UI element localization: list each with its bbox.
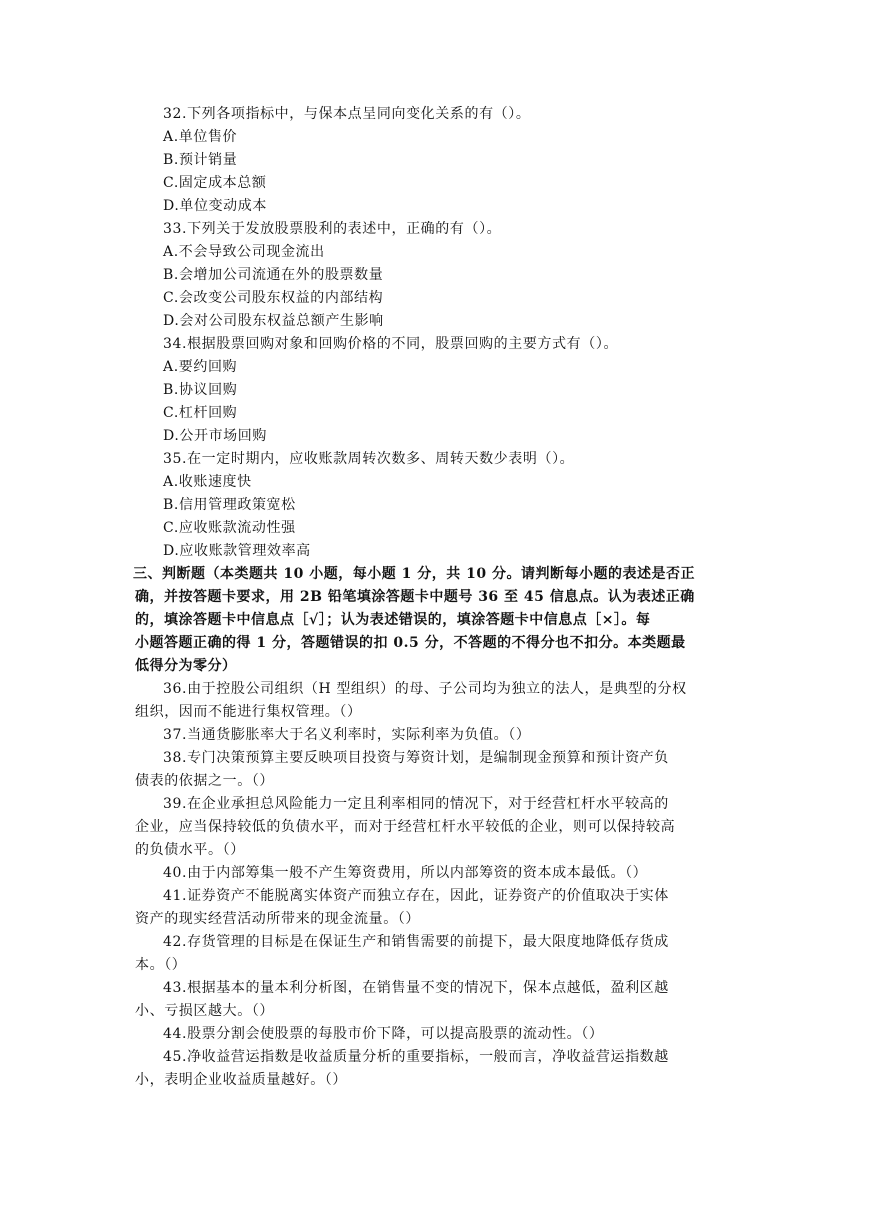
section-heading-line: 三、判断题（本类题共 10 小题，每小题 1 分，共 10 分。请判断每小题的表述是否正 xyxy=(133,566,695,582)
question-continuation: 的负债水平。（） xyxy=(135,842,245,858)
answer-option: C.杠杆回购 xyxy=(163,405,238,421)
question-continuation: 本。（） xyxy=(135,957,187,973)
answer-option: A.单位售价 xyxy=(163,129,238,145)
answer-option: D.单位变动成本 xyxy=(163,198,267,214)
question-line: 37.当通货膨胀率大于名义利率时，实际利率为负值。（） xyxy=(163,727,531,743)
answer-option: A.要约回购 xyxy=(163,359,238,375)
document-page xyxy=(0,103,869,1092)
question-continuation: 债表的依据之一。（） xyxy=(135,773,274,789)
question-line: 43.根据基本的量本利分析图，在销售量不变的情况下，保本点越低，盈利区越 xyxy=(163,980,669,996)
question-line: 42.存货管理的目标是在保证生产和销售需要的前提下，最大限度地降低存货成 xyxy=(163,934,669,950)
question-line: 39.在企业承担总风险能力一定且利率相同的情况下，对于经营杠杆水平较高的 xyxy=(163,796,669,812)
answer-option: C.应收账款流动性强 xyxy=(163,520,296,536)
question-line: 45.净收益营运指数是收益质量分析的重要指标，一般而言，净收益营运指数越 xyxy=(163,1049,669,1065)
answer-option: B.会增加公司流通在外的股票数量 xyxy=(163,267,384,283)
question-line: 44.股票分割会使股票的每股市价下降，可以提高股票的流动性。（） xyxy=(163,1026,604,1042)
question-continuation: 资产的现实经营活动所带来的现金流量。（） xyxy=(135,911,420,927)
answer-option: C.固定成本总额 xyxy=(163,175,267,191)
question-line: 41.证券资产不能脱离实体资产而独立存在，因此，证券资产的价值取决于实体 xyxy=(163,888,669,904)
question-line: 34.根据股票回购对象和回购价格的不同，股票回购的主要方式有（）。 xyxy=(163,336,619,352)
answer-option: A.收账速度快 xyxy=(163,474,252,490)
question-continuation: 小，表明企业收益质量越好。（） xyxy=(135,1072,347,1088)
section-heading-line: 小题答题正确的得 1 分，答题错误的扣 0.5 分，不答题的不得分也不扣分。本类题最 xyxy=(135,635,686,651)
question-line: 35.在一定时期内，应收账款周转次数多、周转天数少表明（）。 xyxy=(163,451,575,467)
answer-option: B.协议回购 xyxy=(163,382,238,398)
answer-option: D.公开市场回购 xyxy=(163,428,267,444)
section-heading-line: 的，填涂答题卡中信息点［√］；认为表述错误的，填涂答题卡中信息点［×］。每 xyxy=(135,612,651,628)
question-line: 33.下列关于发放股票股利的表述中，正确的有（）。 xyxy=(163,221,502,237)
answer-option: C.会改变公司股东权益的内部结构 xyxy=(163,290,384,306)
question-line: 40.由于内部筹集一般不产生筹资费用，所以内部筹资的资本成本最低。（） xyxy=(163,865,648,881)
answer-option: D.会对公司股东权益总额产生影响 xyxy=(163,313,384,329)
question-line: 32.下列各项指标中，与保本点呈同向变化关系的有（）。 xyxy=(163,106,531,122)
answer-option: B.信用管理政策宽松 xyxy=(163,497,296,513)
answer-option: D.应收账款管理效率高 xyxy=(163,543,311,559)
question-continuation: 组织，因而不能进行集权管理。（） xyxy=(135,704,362,720)
question-line: 36.由于控股公司组织（H 型组织）的母、子公司均为独立的法人，是典型的分权 xyxy=(163,681,687,697)
section-heading-line: 确，并按答题卡要求，用 2B 铅笔填涂答题卡中题号 36 至 45 信息点。认为表述正确 xyxy=(135,589,695,605)
question-continuation: 小、亏损区越大。（） xyxy=(135,1003,274,1019)
section-heading-line: 低得分为零分） xyxy=(135,658,237,674)
answer-option: A.不会导致公司现金流出 xyxy=(163,244,325,260)
question-line: 38.专门决策预算主要反映项目投资与筹资计划，是编制现金预算和预计资产负 xyxy=(163,750,669,766)
question-continuation: 企业，应当保持较低的负债水平，而对于经营杠杆水平较低的企业，则可以保持较高 xyxy=(135,819,676,835)
answer-option: B.预计销量 xyxy=(163,152,238,168)
